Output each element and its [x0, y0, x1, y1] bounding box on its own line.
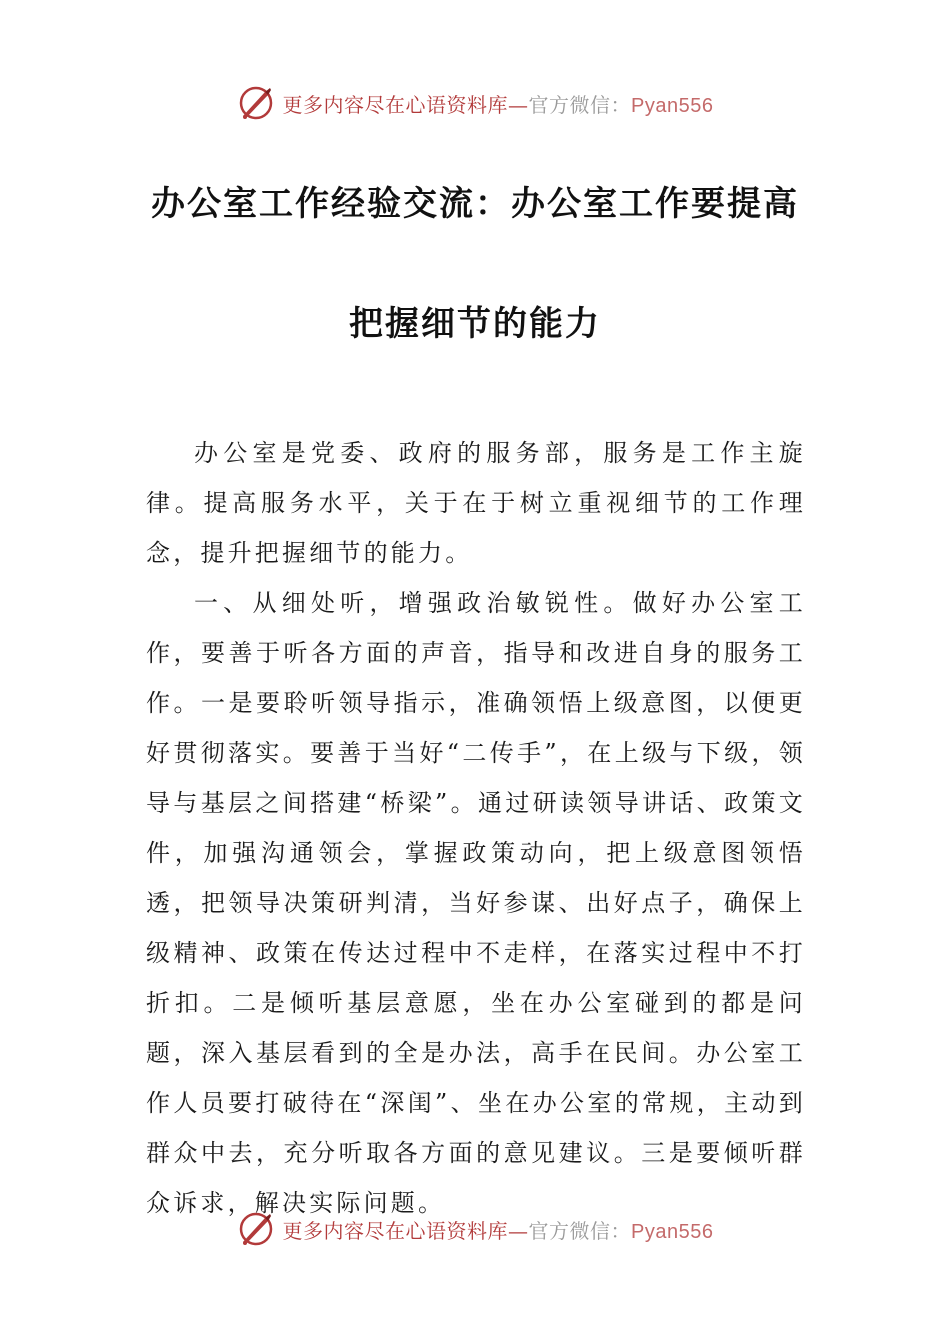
- pen-logo-icon: [237, 1210, 275, 1248]
- watermark-wechat-label: 官方微信：: [528, 92, 632, 117]
- watermark-text: [283, 89, 714, 118]
- watermark-dash: —: [508, 92, 529, 117]
- document-title-line-2: 把握细节的能力: [349, 304, 601, 344]
- paragraph-intro: 办公室是党委、政府的服务部，服务是工作主旋律。提高服务水平，关于在于树立重视细节的工作理念，提升把握细节的能力。: [146, 439, 806, 567]
- watermark-text: [283, 1215, 714, 1244]
- document-title-line-1: 办公室工作经验交流：办公室工作要提高: [151, 184, 799, 224]
- footer-watermark: [0, 1204, 950, 1254]
- pen-logo-icon: [237, 84, 275, 122]
- watermark-dash: —: [508, 1218, 529, 1243]
- watermark-wechat-label: 官方微信：: [528, 1218, 632, 1243]
- header-watermark: [0, 78, 950, 128]
- watermark-main: 更多内容尽在心语资料库: [282, 1218, 509, 1243]
- watermark-main: 更多内容尽在心语资料库: [282, 92, 509, 117]
- document-body: [146, 428, 806, 1228]
- watermark-wechat-id: Pyan556: [631, 1220, 714, 1243]
- paragraph-section-1: 一、从细处听，增强政治敏锐性。做好办公室工作，要善于听各方面的声音，指导和改进自身的服务工作。一是要聆听领导指示，准确领悟上级意图，以便更好贯彻落实。要善于当好“二传手”，在上级与下级，领导与基层之间搭建“桥梁”。通过研读领导讲话、政策文件，加强沟通领会，掌握政策动向，把上级意图领悟透，把领导决策研判清，当好参谋、出好点子，确保上级精神、政策在传达过程中不走样，在落实过程中不打折扣。二是倾听基层意愿，坐在办公室碰到的都是问题，深入基层看到的全是办法，高手在民间。办公室工作人员要打破待在“深闺”、坐在办公室的常规，主动到群众中去，充分听取各方面的意见建议。三是要倾听群众诉求，解决实际问题。: [146, 589, 806, 1217]
- watermark-wechat-id: Pyan556: [631, 94, 714, 117]
